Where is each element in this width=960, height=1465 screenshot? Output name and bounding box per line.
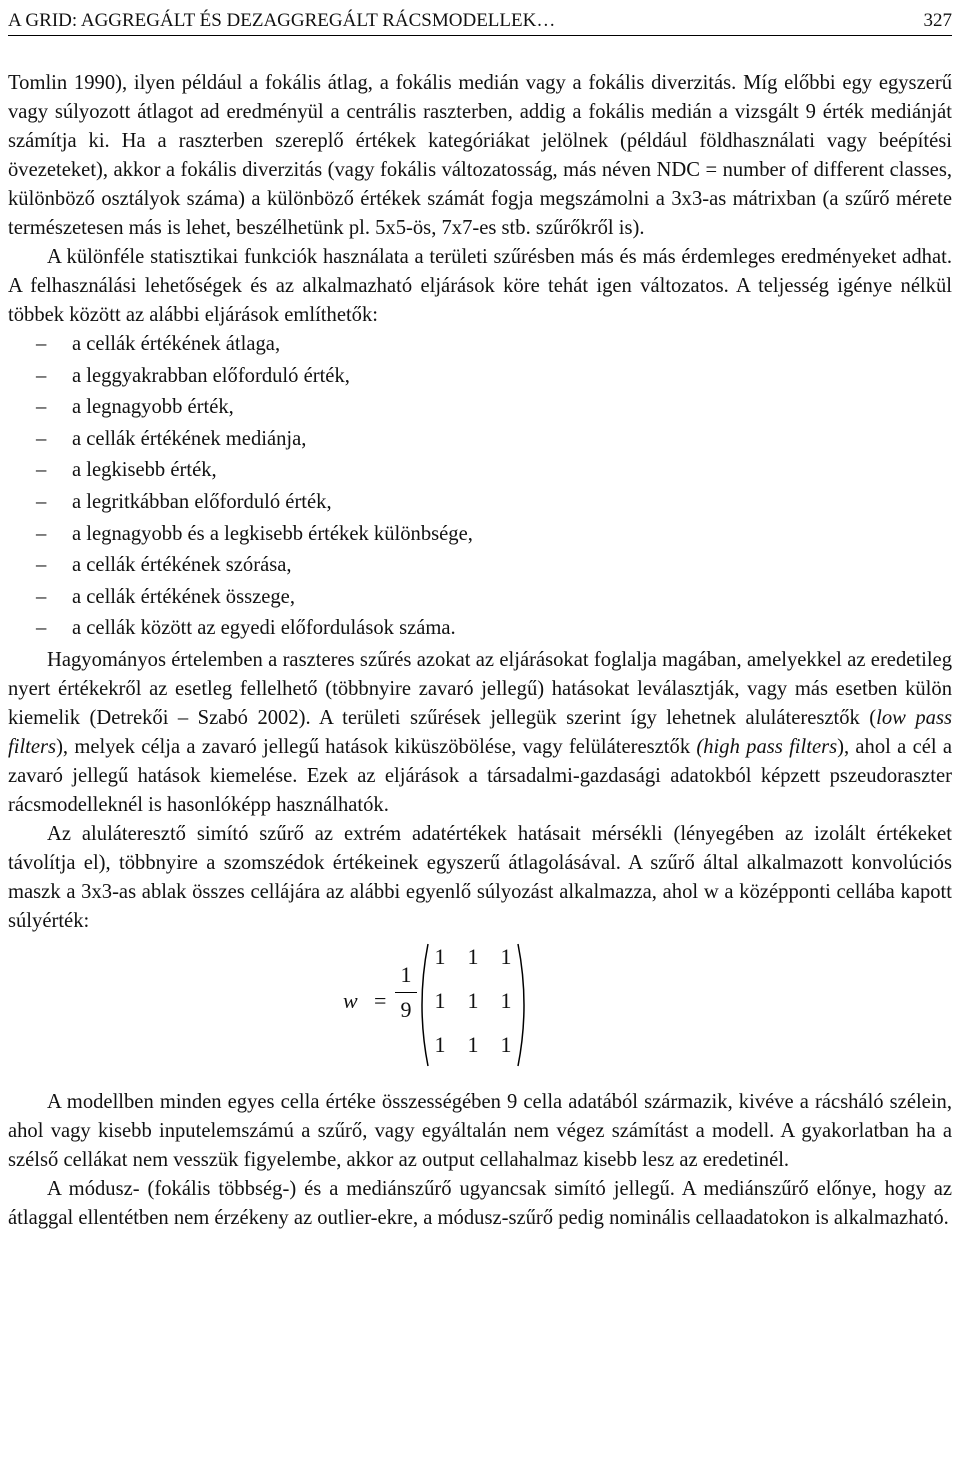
matrix-row: 1 1 1 — [434, 987, 512, 1013]
list-item: – a cellák értékének összege, — [8, 583, 952, 615]
low-pass-term: low pass filters — [8, 706, 952, 758]
paragraph-6: A módusz- (fokális többség-) és a mediánszűrő ugyancsak simító jellegű. A mediánszűrő előnye, hogy az átlaggal ellentétben nem érzékeny az outlier-ekre, a módusz-szűrő pedig nominális cellaadatokon is alkalmazható. — [8, 1177, 952, 1229]
list-item: – a leggyakrabban előforduló érték, — [8, 362, 952, 394]
list-item: – a legnagyobb érték, — [8, 393, 952, 425]
paragraph-5: A modellben minden egyes cella értéke összességében 9 cella adatából származik, kivéve a rácsháló szélein, ahol vagy kisebb inputelemszámú a szűrő, vagy egyáltalán nem végez számítást a modell. A gyakorlatban ha a szélső cellákat nem vesszük figyelembe, akkor az output cellahalmaz kisebb lesz az eredetinél. — [8, 1090, 952, 1171]
formula-fraction — [395, 960, 417, 1025]
paragraph-2: A különféle statisztikai funkciók használata a területi szűrésben más és más érdemleges eredményeket adhat. A felhasználási lehetőségek és az alkalmazható eljárások köre tehát igen változatos. A teljesség igénye nélkül többek között az alábbi eljárások említhetők: — [8, 246, 952, 326]
page-number: 327 — [923, 10, 952, 31]
dash-bullet: – — [36, 459, 47, 482]
matrix-row: 1 1 1 — [434, 943, 512, 969]
fraction-denominator: 9 — [400, 996, 412, 1022]
dash-bullet: – — [36, 427, 47, 450]
list-item: – a cellák értékének átlaga, — [8, 330, 952, 362]
dash-bullet: – — [36, 617, 47, 640]
paragraph-3: Hagyományos értelemben a raszteres szűrés azokat az eljárásokat foglalja magában, amelyekkel az eredetileg nyert értékekről az esetleg fellelhető (többnyire zavaró jellegű) hatásokat leválasztják, vagy más esetben külön kiemelik (Detrekői – Szabó 2002). A területi szűrések jellegük szerint így lehetnek aluláteresztők (low pass filters), melyek célja a zavaró jellegű hatások kiküszöbölése, vagy felüláteresztők (high pass filters), ahol a cél a zavaró jellegű hatások kiemelése. Ezek az eljárások a társadalmi-gazdasági adatokból képzett pszeudoraszter rácsmodelleknél is hasonlóképp használhatók. — [8, 648, 952, 816]
document-page — [8, 0, 952, 1233]
dash-bullet: – — [36, 522, 47, 545]
dash-bullet: – — [36, 364, 47, 387]
paragraph-1: Tomlin 1990), ilyen például a fokális átlag, a fokális medián vagy a fokális diverzitás. Míg előbbi egy egyszerű vagy súlyozott átlagot ad eredményül a centrális raszterben, addig a fokális medián a vizsgált 9 érték mediánját számítja ki. Ha a raszterben szereplő értékek kategóriákat jelölnek (például földhasználati vagy beépítési övezeteket), akkor a fokális diverzitás (vagy fokális változatosság, más néven NDC = number of different classes, különböző osztályok száma) a különböző értékek számát fogja megszámolni a 3x3-as mátrixban (a szűrő mérete természetesen más is lehet, beszélhetünk pl. 5x5-ös, 7x7-es stb. szűrőkről is). — [8, 72, 952, 239]
fraction-bar — [395, 992, 417, 993]
list-item: – a cellák között az egyedi előfordulások száma. — [8, 614, 952, 646]
list-item: – a cellák értékének mediánja, — [8, 425, 952, 457]
weight-matrix — [418, 940, 528, 1070]
dash-bullet: – — [36, 490, 47, 513]
body-text — [8, 69, 952, 1233]
dash-bullet: – — [36, 585, 47, 608]
paragraph-4: Az aluláteresztő simító szűrő az extrém adatértékek hatásait mérsékli (lényegében az izolált értékeket távolítja el), többnyire a szomszédok értékeinek egyszerű átlagolásával. A szűrő által alkalmazott konvolúciós maszk a 3x3-as ablak összes cellájára az alábbi egyenlő súlyozást alkalmazza, ahol w a középponti cellába kapott súlyérték: — [8, 822, 952, 932]
matrix-row: 1 1 1 — [434, 1031, 512, 1057]
high-pass-term: (high pass filters — [696, 735, 838, 758]
procedure-list — [8, 330, 952, 646]
list-item: – a cellák értékének szórása, — [8, 551, 952, 583]
running-header — [8, 0, 952, 36]
dash-bullet: – — [36, 396, 47, 419]
list-item: – a legkisebb érték, — [8, 456, 952, 488]
list-item: – a legnagyobb és a legkisebb értékek különbsége, — [8, 520, 952, 552]
formula-equals: = — [374, 987, 387, 1013]
list-item: – a legritkábban előforduló érték, — [8, 488, 952, 520]
header-title: A GRID: AGGREGÁLT ÉS DEZAGGREGÁLT RÁCSMODELLEK… — [8, 10, 556, 31]
fraction-numerator: 1 — [400, 961, 412, 987]
dash-bullet: – — [36, 333, 47, 355]
formula-variable: w — [343, 987, 358, 1013]
weight-formula — [8, 940, 952, 1076]
dash-bullet: – — [36, 554, 47, 577]
